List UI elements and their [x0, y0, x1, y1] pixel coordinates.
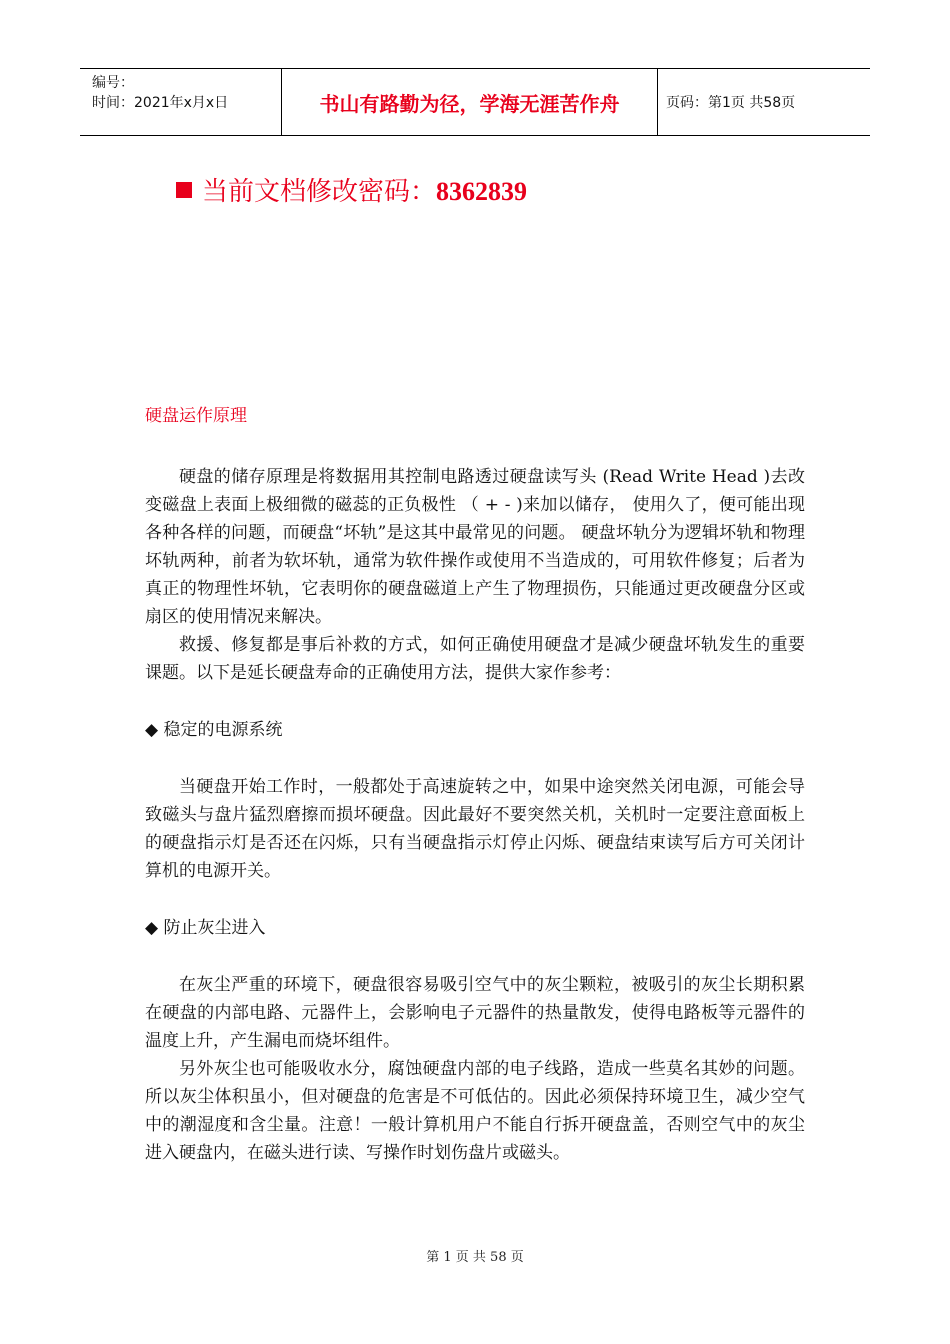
paragraph: 当硬盘开始工作时，一般都处于高速旋转之中，如果中途突然关闭电源，可能会导致磁头与盘片猛烈磨擦而损坏硬盘。因此最好不要突然关机，关机时一定要注意面板上的硬盘指示灯是否还在闪烁，只有当硬盘指示灯停止闪烁、硬盘结束读写后方可关闭计算机的电源开关。: [145, 777, 805, 881]
page-footer: 第 1 页 共 58 页: [426, 1250, 524, 1265]
password-code: 8362839: [436, 177, 528, 206]
date-label: 时间：2021年x月x日: [92, 95, 229, 111]
password-notice: [176, 174, 527, 210]
header-meta: [80, 69, 282, 135]
document-header: [80, 68, 870, 136]
paragraph: 救援、修复都是事后补救的方式，如何正确使用硬盘才是减少硬盘坏轨发生的重要课题。以下是延长硬盘寿命的正确使用方法，提供大家作参考：: [145, 635, 805, 683]
number-label: 编号：: [92, 75, 134, 91]
article-title: 硬盘运作原理: [145, 406, 247, 426]
password-prefix: 当前文档修改密码：: [202, 177, 437, 207]
header-motto: 书山有路勤为径，学海无涯苦作舟: [282, 69, 658, 135]
section-heading-power: ◆ 稳定的电源系统: [145, 720, 283, 740]
header-page-info: 页码：第1页 共58页: [666, 95, 796, 111]
paragraph: 硬盘的储存原理是将数据用其控制电路透过硬盘读写头 (Read Write Head )去改变磁盘上表面上极细微的磁蕊的正负极性 （ + - )来加以储存， 使用久了，便可能出现各种各样的问题，而硬盘“坏轨”是这其中最常见的问题。 硬盘坏轨分为逻辑坏轨和物理坏轨两种，前者为软坏轨，通常为软件操作或使用不当造成的，可用软件修复；后者为真正的物理性坏轨，它表明你的硬盘磁道上产生了物理损伤，只能通过更改硬盘分区或扇区的使用情况来解决。: [145, 467, 805, 627]
paragraph: 在灰尘严重的环境下，硬盘很容易吸引空气中的灰尘颗粒，被吸引的灰尘长期积累在硬盘的内部电路、元器件上，会影响电子元器件的热量散发，使得电路板等元器件的温度上升，产生漏电而烧坏组件。: [145, 975, 805, 1051]
article-body: [145, 402, 805, 1167]
paragraph: 另外灰尘也可能吸收水分，腐蚀硬盘内部的电子线路，造成一些莫名其妙的问题。所以灰尘体积虽小，但对硬盘的危害是不可低估的。因此必须保持环境卫生，减少空气中的潮湿度和含尘量。注意！一般计算机用户不能自行拆开硬盘盖，否则空气中的灰尘进入硬盘内，在磁头进行读、写操作时划伤盘片或磁头。: [145, 1059, 805, 1163]
section-heading-dust: ◆ 防止灰尘进入: [145, 918, 266, 938]
square-bullet-icon: [176, 182, 192, 198]
